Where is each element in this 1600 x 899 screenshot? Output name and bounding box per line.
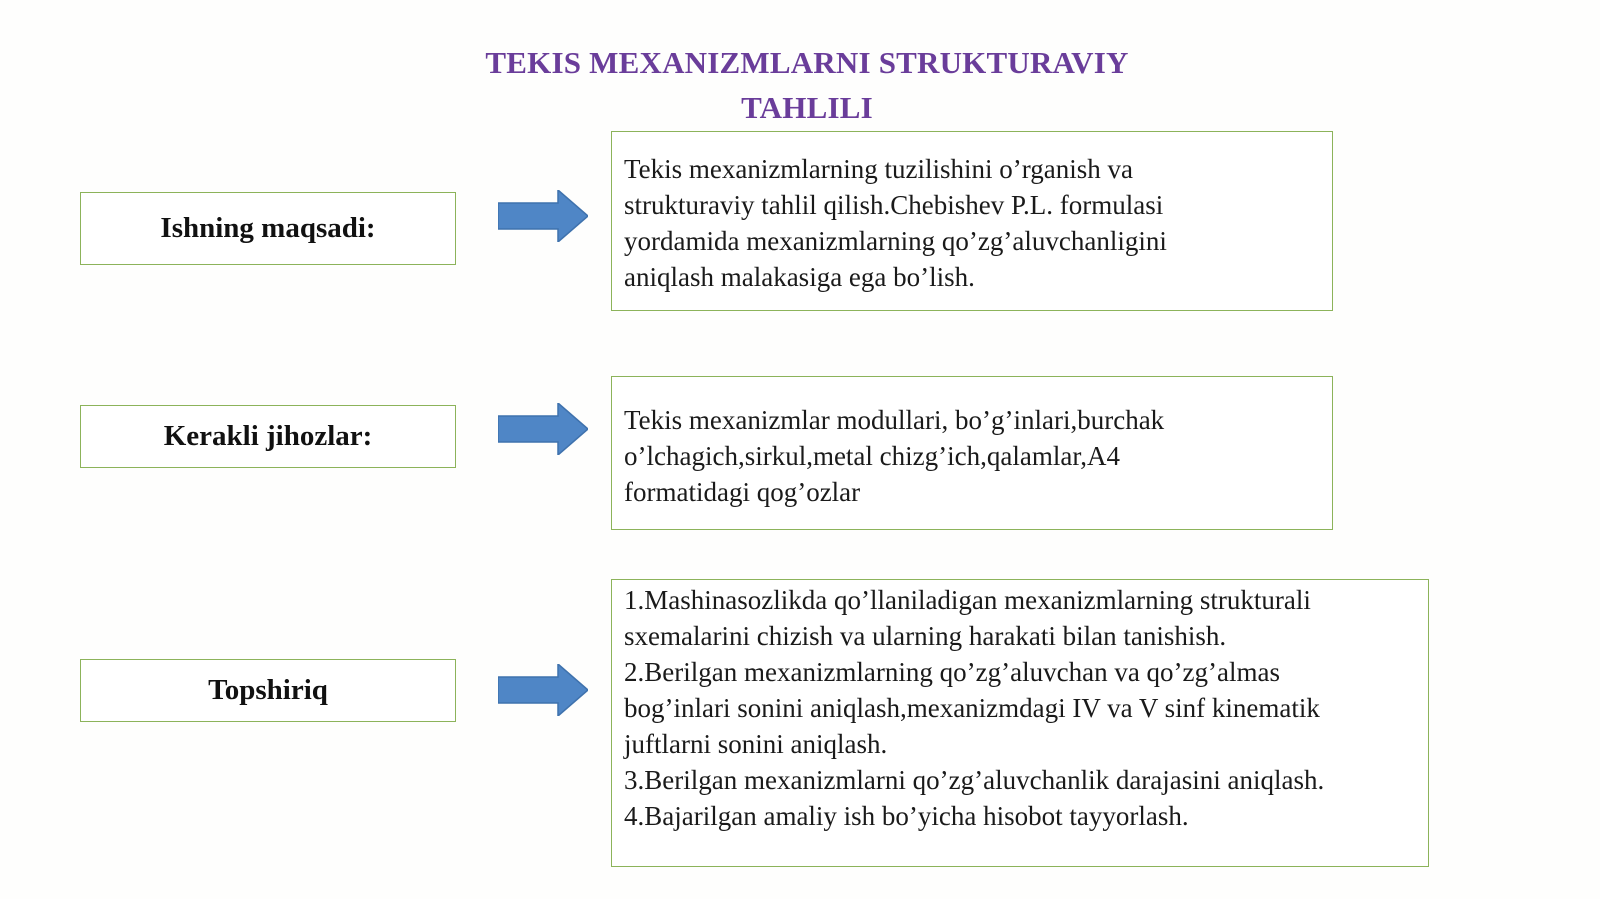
label-goal: Ishning maqsadi: [160, 212, 376, 244]
equipment-text-line: formatidagi qog’ozlar [624, 477, 861, 507]
goal-text-line: Tekis mexanizmlarning tuzilishini o’rganish va [624, 154, 1134, 184]
title-line-2: TAHLILI [741, 90, 873, 125]
goal-text-line: strukturaviy tahlil qilish.Chebishev P.L. formulasi [624, 190, 1164, 220]
label-task: Topshiriq [208, 674, 328, 706]
label-box-equipment [80, 405, 456, 468]
content-box-equipment [611, 376, 1333, 530]
task-text-line: 2.Berilgan mexanizmlarning qo’zg’aluvchan va qo’zg’almas [624, 657, 1281, 687]
content-box-goal [611, 131, 1333, 311]
task-text-line: 3.Berilgan mexanizmlarni qo’zg’aluvchanlik darajasini aniqlash. [624, 765, 1325, 795]
right-arrow-icon [498, 664, 588, 716]
title-line-1: TEKIS MEXANIZMLARNI STRUKTURAVIY [485, 45, 1129, 80]
task-text-line: 4.Bajarilgan amaliy ish bo’yicha hisobot tayyorlash. [624, 801, 1189, 831]
goal-text-line: aniqlash malakasiga ega bo’lish. [624, 262, 975, 292]
equipment-text-line: Tekis mexanizmlar modullari, bo’g’inlari,burchak [624, 405, 1165, 435]
equipment-text-line: o’lchagich,sirkul,metal chizg’ich,qalamlar,A4 [624, 441, 1120, 471]
content-box-task [611, 579, 1429, 867]
right-arrow-icon [498, 190, 588, 242]
task-text-line: juftlarni sonini aniqlash. [624, 729, 888, 759]
label-box-goal [80, 192, 456, 265]
page-title [0, 40, 1600, 130]
task-text-line: bog’inlari sonini aniqlash,mexanizmdagi IV va V sinf kinematik [624, 693, 1320, 723]
task-text-line: 1.Mashinasozlikda qo’llaniladigan mexanizmlarning strukturali [624, 585, 1311, 615]
right-arrow-icon [498, 403, 588, 455]
label-box-task [80, 659, 456, 722]
task-text-line: sxemalarini chizish va ularning harakati bilan tanishish. [624, 621, 1227, 651]
goal-text-line: yordamida mexanizmlarning qo’zg’aluvchanligini [624, 226, 1167, 256]
label-equipment: Kerakli jihozlar: [163, 420, 373, 452]
